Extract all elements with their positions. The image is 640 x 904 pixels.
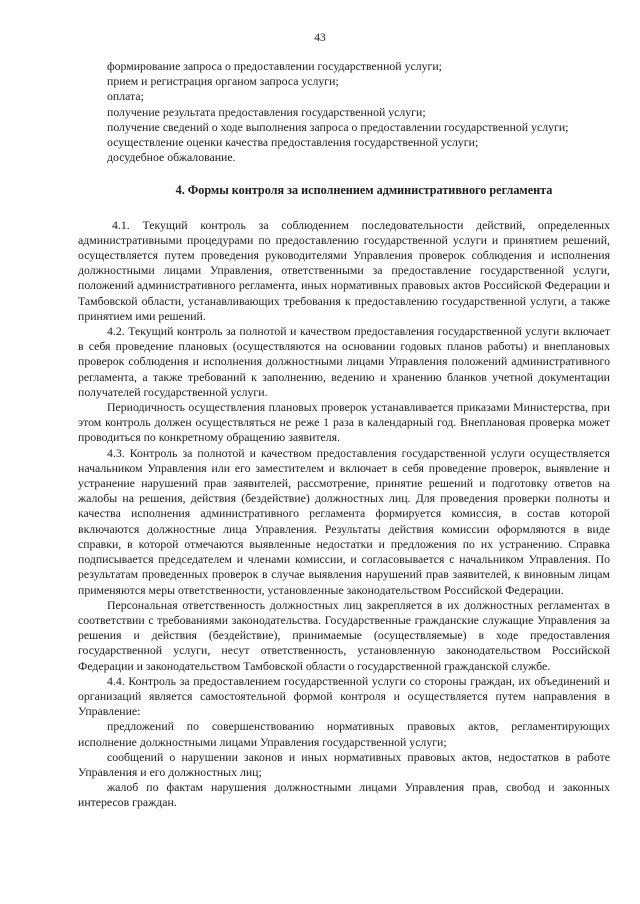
paragraph-responsibility: Персональная ответственность должностных лиц закрепляется в их должностных регламентах в соответствии с требованиями законодательства. Государственные гражданские служащие Управления за решения и действия (бездействие), принимаемые (осуществляемые) в ходе предоставления государственной услуги, несут ответственность, установленную законодательством Российской Федерации и законодательством Тамбовской области о государственной гражданской службе. bbox=[78, 597, 610, 673]
list-item: получение сведений о ходе выполнения запроса о предоставлении государственной услуги; bbox=[107, 119, 569, 134]
list-item: осуществление оценки качества предоставления государственной услуги; bbox=[107, 135, 479, 150]
section-heading: 4. Формы контроля за исполнением административного регламента bbox=[175, 183, 553, 198]
paragraph-4-2: 4.2. Текущий контроль за полнотой и качеством предоставления государственной услуги включает в себя проведение плановых (осуществляются на основании годовых планов работы) и внеплановых проверок соблюдения и исполнения должностными лицами Управления положений административного регламента, а также требований к заполнению, ведению и хранению бланков учетной документации получателей государственной услуги. bbox=[78, 324, 610, 399]
list-item: формирование запроса о предоставлении государственной услуги; bbox=[107, 59, 442, 73]
page-content bbox=[78, 59, 610, 811]
list-item-proposals: предложений по совершенствованию нормативных правовых актов, регламентирующих исполнение должностными лицами Управления государственной услуги; bbox=[78, 719, 610, 749]
list-item: оплата; bbox=[107, 89, 144, 104]
list-item-complaints: жалоб по фактам нарушения должностными лицами Управления прав, свобод и законных интересов граждан. bbox=[78, 780, 610, 810]
list-item: досудебное обжалование. bbox=[107, 150, 236, 165]
list-item-reports: сообщений о нарушении законов и иных нормативных правовых актов, недостатков в работе Управления и его должностных лиц; bbox=[78, 749, 610, 779]
paragraph-periodicity: Периодичность осуществления плановых проверок устанавливается приказами Министерства, при этом контроль должен осуществляться не реже 1 раза в календарный год. Внеплановая проверка может проводиться по конкретному обращению заявителя. bbox=[78, 400, 610, 445]
paragraph-4-1: 4.1. Текущий контроль за соблюдением последовательности действий, определенных административными процедурами по предоставлению государственной услуги и принятием решений, осуществляется путем проведения руководителями Управления проверок соблюдения и исполнения должностными лицами Управления, ответственными за предоставление государственной услуги, положений административного регламента, иных нормативных правовых актов Российской Федерации и Тамбовской области, устанавливающих требования к предоставлению государственной услуги, а также принятием ими решений. bbox=[78, 217, 610, 323]
page-number: 43 bbox=[314, 32, 326, 44]
paragraph-4-4: 4.4. Контроль за предоставлением государственной услуги со стороны граждан, их объединений и организаций является самостоятельной формой контроля и осуществляется путем направления в Управление: bbox=[78, 673, 610, 719]
list-item: получение результата предоставления государственной услуги; bbox=[107, 104, 426, 119]
list-item: прием и регистрация органом запроса услуги; bbox=[107, 74, 339, 89]
paragraph-4-3: 4.3. Контроль за полнотой и качеством предоставления государственной услуги осуществляется начальником Управления или его заместителем и включает в себя проведение проверок, выявление и устранение нарушений прав заявителей, рассмотрение, принятие решений и подготовку ответов на жалобы на решения, действия (бездействие) должностных лиц. Для проведения проверки полноты и качества исполнения административного регламента формируется комиссия, в состав которой включаются должностные лица Управления. Результаты действия комиссии оформляются в виде справки, в которой отмечаются выявленные недостатки и предложения по их устранению. Справка подписывается председателем и членами комиссии, и согласовывается с начальником Управления. По результатам проведенных проверок в случае выявления нарушений прав заявителей, к виновным лицам применяются меры ответственности, установленные законодательством Российской Федерации. bbox=[78, 445, 610, 597]
